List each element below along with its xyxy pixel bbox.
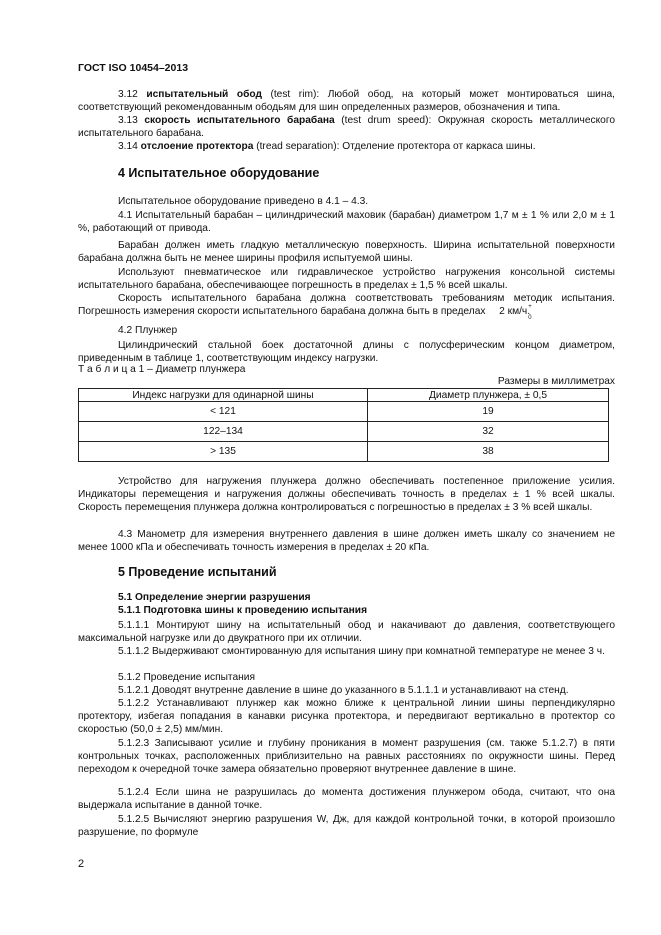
table-units: Размеры в миллиметрах (497, 376, 615, 387)
paragraph-5-1-2-5: 5.1.2.5 Вычисляют энергию разрушения W, Дж, для каждой контрольной точки, в которой произошло разрушение, по формуле (78, 814, 615, 839)
table-cell: 38 (368, 442, 609, 462)
table-caption: Т а б л и ц а 1 – Диаметр плунжера (78, 364, 246, 375)
paragraph-drum-surface: Барабан должен иметь гладкую металлическую поверхность. Ширина испытательной поверхности барабана должна быть не менее ширины профиля испытуемой шины. (78, 240, 615, 265)
term-3-14-name: отслоение протектора (140, 141, 254, 152)
paragraph-4-2: 4.2 Плунжер (118, 325, 178, 336)
section-4-title: 4 Испытательное оборудование (118, 166, 320, 180)
table-row (79, 442, 609, 462)
subsection-5-1: 5.1 Определение энергии разрушения (118, 592, 311, 603)
table-row (79, 422, 609, 442)
table-cell: 19 (368, 402, 609, 422)
term-3-14: 3.14 отслоение протектора (tread separation): Отделение протектора от каркаса шины. (118, 141, 536, 152)
subsection-5-1-1: 5.1.1 Подготовка шины к проведению испытания (118, 605, 368, 616)
table-header-diameter: Диаметр плунжера, ± 0,5 (368, 389, 609, 402)
paragraph-5-1-2-4: 5.1.2.4 Если шина не разрушилась до момента достижения плунжером обода, считают, что она выдержала испытание в данной точке. (78, 787, 615, 812)
section-4-intro: Испытательное оборудование приведено в 4.1 – 4.3. (118, 196, 369, 207)
paragraph-4-3: 4.3 Манометр для измерения внутреннего давления в шине должен иметь шкалу со значением не менее 1000 кПа и обеспечивать точность измерения в пределах ± 20 кПа. (78, 529, 615, 554)
paragraph-5-1-2-3: 5.1.2.3 Записывают усилие и глубину проникания в момент разрушения (см. также 5.1.2.7) в пяти контрольных точках, расположенных приблизительно на равных расстояниях по окружности шины. Перед переходом к очередной точке замера обязательно проверяют внутреннее давление в шине. (78, 738, 615, 776)
table-cell: < 121 (79, 402, 368, 422)
document-header: ГОСТ ISO 10454–2013 (78, 62, 189, 74)
paragraph-4-1: 4.1 Испытательный барабан – цилиндрический маховик (барабан) диаметром 1,7 м ± 1 % или 2,0 м ± 1 %, работающий от привода. (78, 210, 615, 235)
page-number: 2 (78, 858, 85, 870)
paragraph-5-1-1-1: 5.1.1.1 Монтируют шину на испытательный обод и накачивают до давления, соответствующего максимальной нагрузке или до двукратного при их отличии. (78, 620, 615, 645)
plunger-diameter-table (78, 388, 609, 462)
term-3-13: 3.13 скорость испытательного барабана (test drum speed): Окружная скорость металлического испытательного барабана. (78, 115, 615, 140)
table-header-row (79, 389, 609, 402)
term-3-13-name: скорость испытательного барабана (144, 115, 335, 126)
table-cell: 32 (368, 422, 609, 442)
table-row (79, 402, 609, 422)
paragraph-5-1-2-2: 5.1.2.2 Устанавливают плунжер как можно ближе к центральной линии шины перпендикулярно протектору, избегая попадания в канавки рисунка протектора, и передвигают вертикально в протектор со скоростью (50,0 ± 2,5) мм/мин. (78, 698, 615, 736)
term-3-12-name: испытательный обод (146, 89, 262, 100)
paragraph-5-1-2-1: 5.1.2.1 Доводят внутренне давление в шине до указанного в 5.1.1.1 и устанавливают на стенд. (118, 685, 569, 696)
table-cell: > 135 (79, 442, 368, 462)
paragraph-4-2-text: Цилиндрический стальной боек достаточной длины с полусферическим концом диаметром, приведенным в таблице 1, соответствующим индексу нагрузки. (78, 340, 615, 365)
paragraph-5-1-2: 5.1.2 Проведение испытания (118, 672, 255, 683)
paragraph-load-device: Используют пневматическое или гидравлическое устройство нагружения консольной системы испытательного барабана, обеспечивающее погрешность в пределах ± 1,5 % всей шкалы. (78, 267, 615, 292)
tolerance-fraction: + 0 (528, 303, 532, 321)
paragraph-5-1-1-2: 5.1.1.2 Выдерживают смонтированную для испытания шину при комнатной температуре не менее 3 ч. (118, 646, 605, 657)
term-3-12: 3.12 испытательный обод (test rim): Любой обод, на который может монтироваться шина, соответствующий рекомендованным ободьям для шин определенных размеров, обозначения и типа. (78, 89, 615, 114)
section-5-title: 5 Проведение испытаний (118, 565, 277, 579)
table-header-load-index: Индекс нагрузки для одинарной шины (79, 389, 368, 402)
paragraph-drum-speed: Скорость испытательного барабана должна соответствовать требованиям методик испытания. Погрешность измерения скорости испытательного барабана должна быть в пределах + 0 2 км/ч. (78, 293, 615, 321)
table-cell: 122–134 (79, 422, 368, 442)
paragraph-plunger-device: Устройство для нагружения плунжера должно обеспечивать постепенное приложение усилия. Индикаторы перемещения и нагружения должны обеспечивать точность в пределах ± 1 % всей шкалы. Скорость перемещения плунжера должна контролироваться с погрешностью в пределах ± 3 % всей шкалы. (78, 476, 615, 514)
